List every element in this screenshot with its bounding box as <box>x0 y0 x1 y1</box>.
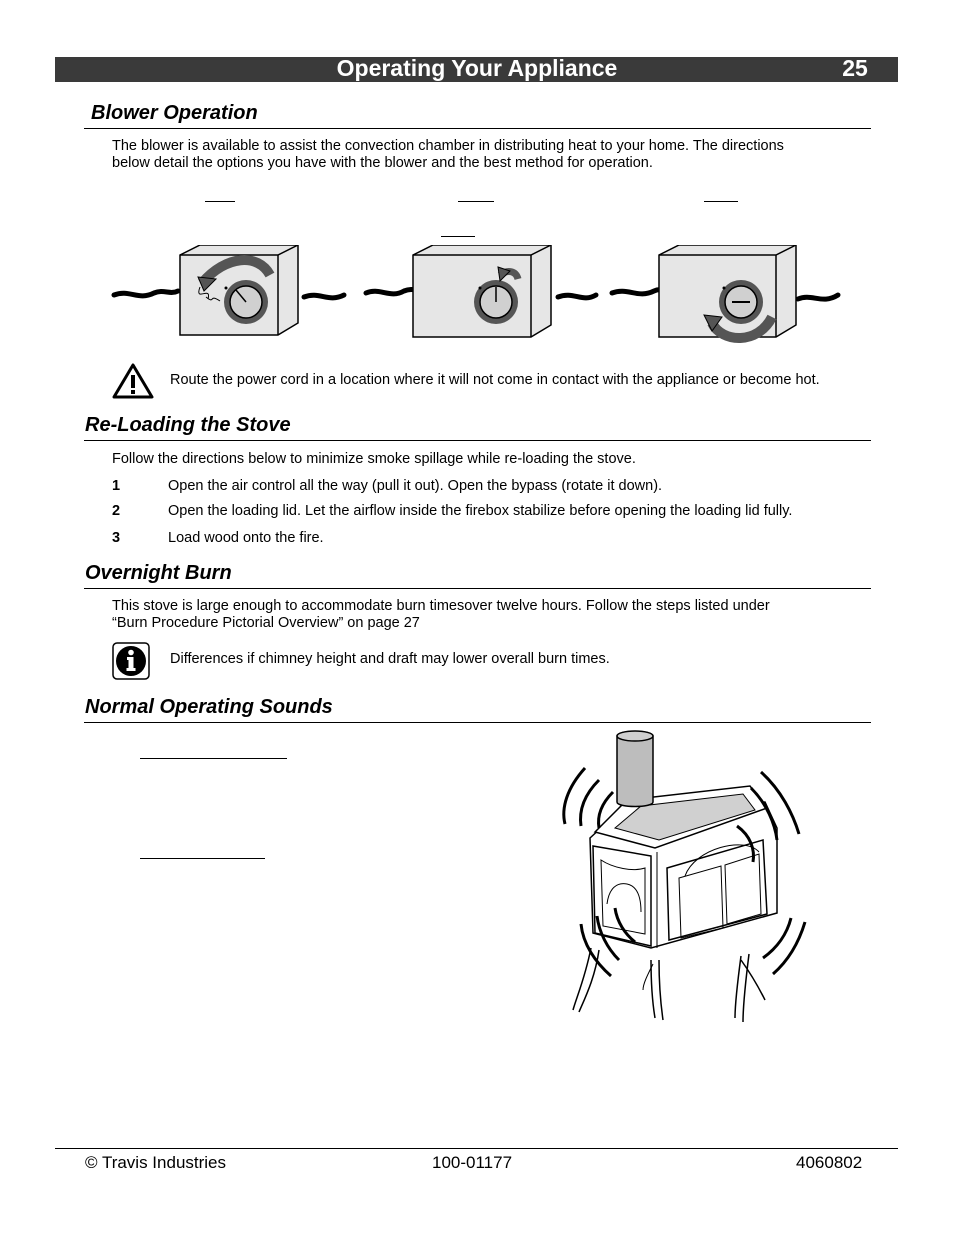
blower-intro-line1: The blower is available to assist the convection chamber in distributing heat to your home. The directions <box>112 138 784 154</box>
blower-control-high-icon <box>114 245 344 335</box>
page-number: 25 <box>842 55 868 81</box>
overnight-line2: “Burn Procedure Pictorial Overview” on page 27 <box>112 615 420 631</box>
caption-underline <box>458 201 494 202</box>
reloading-heading: Re-Loading the Stove <box>85 414 291 436</box>
blower-rule <box>84 128 871 129</box>
footer-code: 4060802 <box>796 1153 863 1172</box>
footer-copyright: © Travis Industries <box>85 1153 227 1172</box>
overnight-rule <box>84 588 871 589</box>
caption-underline <box>205 201 235 202</box>
step-text: Open the loading lid. Let the airflow inside the firebox stabilize before opening the loading lid fully. <box>168 503 793 519</box>
blower-speed-diagrams <box>108 245 848 350</box>
sound-label-underline <box>140 858 265 859</box>
reloading-rule <box>84 440 871 441</box>
blower-control-off-icon <box>612 245 838 338</box>
footer-doc-number: 100-01177 <box>432 1153 513 1172</box>
info-icon <box>112 642 150 680</box>
step-text: Load wood onto the fire. <box>168 530 324 546</box>
blower-control-low-icon <box>366 245 596 337</box>
caption-underline <box>704 201 738 202</box>
step-number: 1 <box>112 478 121 494</box>
overnight-heading: Overnight Burn <box>85 562 232 584</box>
sound-label-underline <box>140 758 287 759</box>
caption-underline <box>441 236 475 237</box>
warning-text: Route the power cord in a location where it will not come in contact with the appliance or become hot. <box>170 372 820 388</box>
overnight-line1: This stove is large enough to accommodate burn timesover twelve hours. Follow the steps listed under <box>112 598 770 614</box>
blower-heading: Blower Operation <box>91 102 258 124</box>
reloading-intro: Follow the directions below to minimize smoke spillage while re-loading the stove. <box>112 451 636 467</box>
sounds-heading: Normal Operating Sounds <box>85 696 333 718</box>
step-number: 3 <box>112 530 121 546</box>
blower-intro-line2: below detail the options you have with the blower and the best method for operation. <box>112 155 653 171</box>
overnight-note: Differences if chimney height and draft may lower overall burn times. <box>170 651 610 667</box>
page-title: Operating Your Appliance <box>336 55 618 81</box>
footer-rule <box>55 1148 898 1149</box>
warning-icon <box>112 363 154 399</box>
step-text: Open the air control all the way (pull it out). Open the bypass (rotate it down). <box>168 478 663 494</box>
step-number: 2 <box>112 503 121 519</box>
sounds-rule <box>84 722 871 723</box>
stove-illustration <box>555 728 815 1028</box>
